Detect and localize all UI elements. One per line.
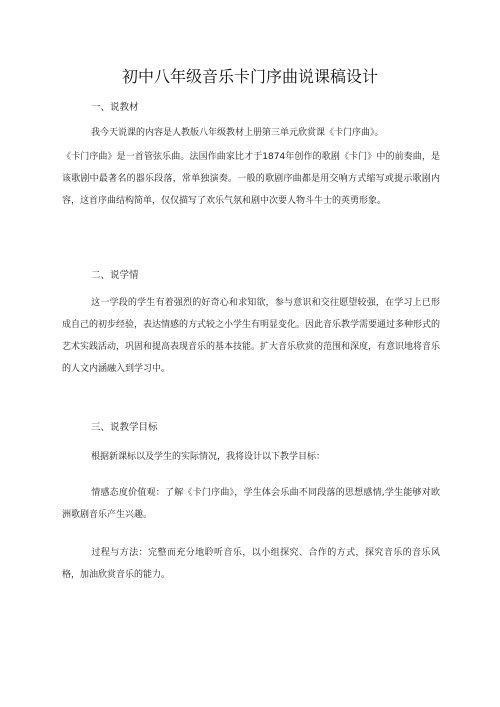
paragraph (62, 446, 440, 468)
paragraph-text: 情感态度价值观：了解《卡门序曲》，学生体会乐曲不同段落的思想感情,学生能够对欧洲歌剧音乐产生兴趣。 (62, 488, 440, 520)
paragraph (62, 122, 440, 144)
document-title: 初中八年级音乐卡门序曲说课稿设计 (121, 67, 378, 86)
paragraph-text: 这一学段的学生有着强烈的好奇心和求知欲，参与意识和交往愿望较强，在学习上已形成自己的初步经验，表达情感的方式较之小学生有明显变化。因此音乐教学需要通过多种形式的艺术实践活动，巩固和提高表现音乐的基本技能。扩大音乐欣赏的范围和深度，有意识地将音乐的人文内涵融入到学习中。 (62, 298, 441, 374)
section-heading-teaching-material: 一、说教材 (91, 102, 139, 113)
paragraph (62, 482, 440, 526)
paragraph-text: 《卡门序曲》是一首管弦乐曲。法国作曲家比才于1874年创作的歌剧《卡门》中的前奏曲，是该歌剧中最著名的器乐段落，常单独演奏。一般的歌剧序曲都是用交响方式缩写或提示歌剧内容，这首序曲结构简单，仅仅描写了欢乐气氛和剧中次要人物斗牛士的英勇形象。 (62, 152, 440, 206)
paragraph-text: 过程与方法：完整而充分地聆听音乐，以小组探究、合作的方式，探究音乐的音乐风格，加油欣赏音乐的能力。 (62, 548, 440, 580)
section-heading-student-analysis: 二、说学情 (91, 270, 139, 281)
paragraph (62, 542, 440, 586)
paragraph-text: 根据新课标以及学生的实际情况，我将设计以下教学目标： (91, 452, 326, 462)
section-heading-teaching-objectives: 三、说教学目标 (91, 422, 158, 433)
paragraph-text: 我今天说课的内容是人教版八年级教材上册第三单元欣赏课《卡门序曲》。 (91, 128, 384, 138)
paragraph (62, 292, 440, 380)
paragraph (62, 146, 440, 212)
